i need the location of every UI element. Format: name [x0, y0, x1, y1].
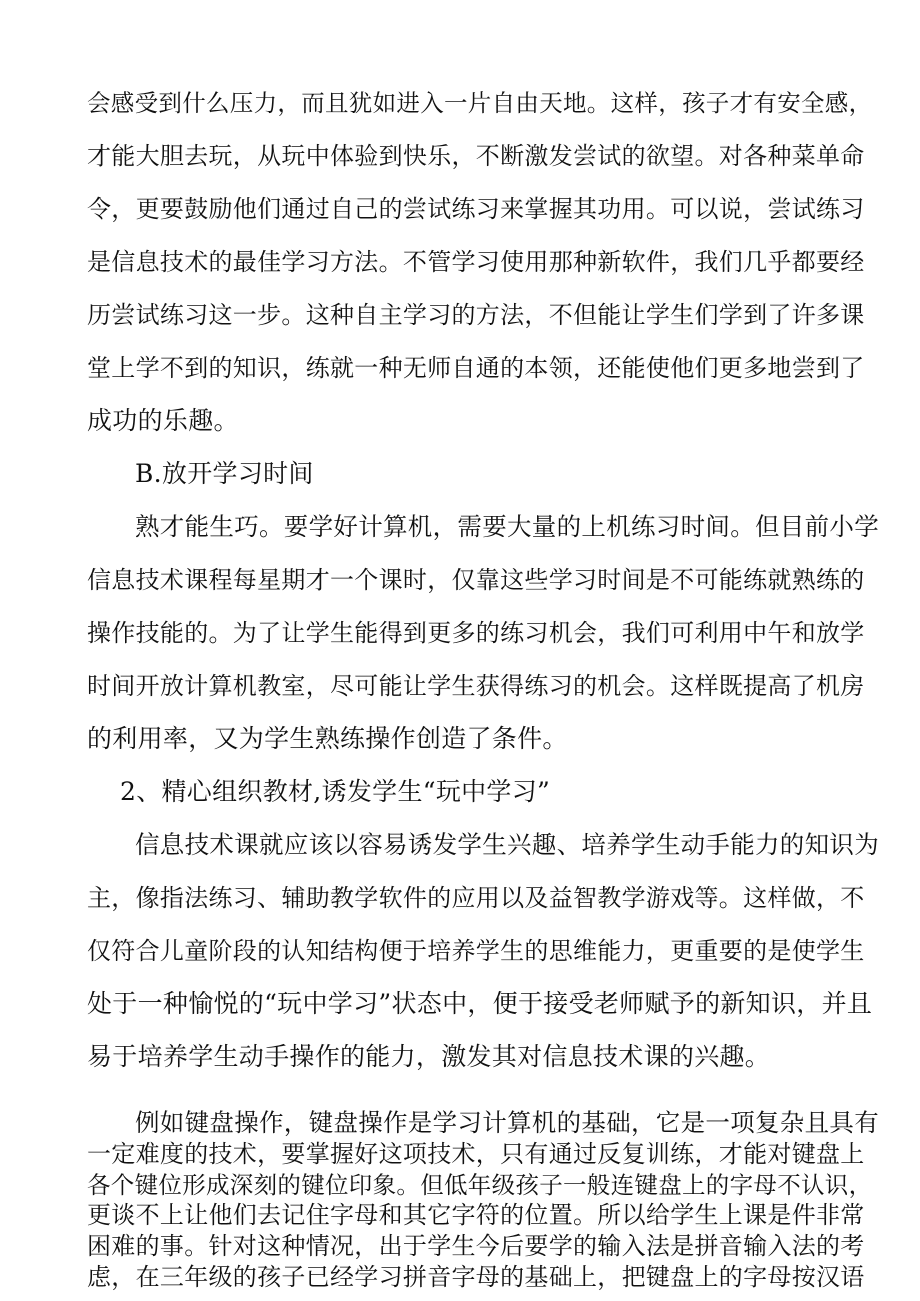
text-line: 处于一种愉悦的“玩中学习”状态中，便于接受老师赋予的新知识，并且	[87, 989, 873, 1018]
text-line: 是信息技术的最佳学习方法。不管学习使用那种新软件，我们几乎都要经	[87, 248, 865, 276]
text-line: 熟才能生巧。要学好计算机，需要大量的上机练习时间。但目前小学	[135, 512, 879, 541]
text-line: 各个键位形成深刻的键位印象。但低年级孩子一般连键盘上的字母不认识，	[87, 1171, 873, 1199]
text-line: 堂上学不到的知识，练就一种无师自通的本领，还能使他们更多地尝到了	[87, 354, 865, 382]
text-line: 易于培养学生动手操作的能力，激发其对信息技术课的兴趣。	[87, 1042, 771, 1071]
text-line: 仅符合儿童阶段的认知结构便于培养学生的思维能力，更重要的是使学生	[87, 937, 865, 965]
text-line: 操作技能的。为了让学生能得到更多的练习机会，我们可利用中午和放学	[87, 619, 865, 647]
text-line: 更谈不上让他们去记住字母和其它字符的位置。所以给学生上课是件非常	[87, 1201, 865, 1229]
text-line: 例如键盘操作，键盘操作是学习计算机的基础，它是一项复杂且具有	[135, 1108, 879, 1137]
section-heading: 2、精心组织教材,诱发学生“玩中学习”	[120, 777, 551, 806]
text-line: 历尝试练习这一步。这种自主学习的方法，不但能让学生们学到了许多课	[87, 301, 865, 329]
text-line: 信息技术课程每星期才一个课时，仅靠这些学习时间是不可能练就熟练的	[87, 566, 865, 594]
text-line: 会感受到什么压力，而且犹如进入一片自由天地。这样，孩子才有安全感，	[87, 89, 873, 117]
text-line: 成功的乐趣。	[87, 406, 239, 435]
text-line: 困难的事。针对这种情况，出于学生今后要学的输入法是拼音输入法的考	[87, 1232, 865, 1260]
text-line: 主，像指法练习、辅助教学软件的应用以及益智教学游戏等。这样做，不	[87, 884, 865, 912]
text-line: 令，更要鼓励他们通过自己的尝试练习来掌握其功用。可以说，尝试练习	[87, 195, 865, 223]
section-heading: B.放开学习时间	[135, 459, 314, 488]
text-line: 一定难度的技术，要掌握好这项技术，只有通过反复训练，才能对键盘上	[87, 1140, 865, 1168]
text-line: 虑，在三年级的孩子已经学习拼音字母的基础上，把键盘上的字母按汉语	[87, 1263, 865, 1291]
text-line: 时间开放计算机教室，尽可能让学生获得练习的机会。这样既提高了机房	[87, 672, 865, 700]
text-line: 信息技术课就应该以容易诱发学生兴趣、培养学生动手能力的知识为	[135, 830, 879, 859]
text-line: 才能大胆去玩，从玩中体验到快乐，不断激发尝试的欲望。对各种菜单命	[87, 142, 865, 170]
text-line: 的利用率，又为学生熟练操作创造了条件。	[87, 724, 568, 753]
